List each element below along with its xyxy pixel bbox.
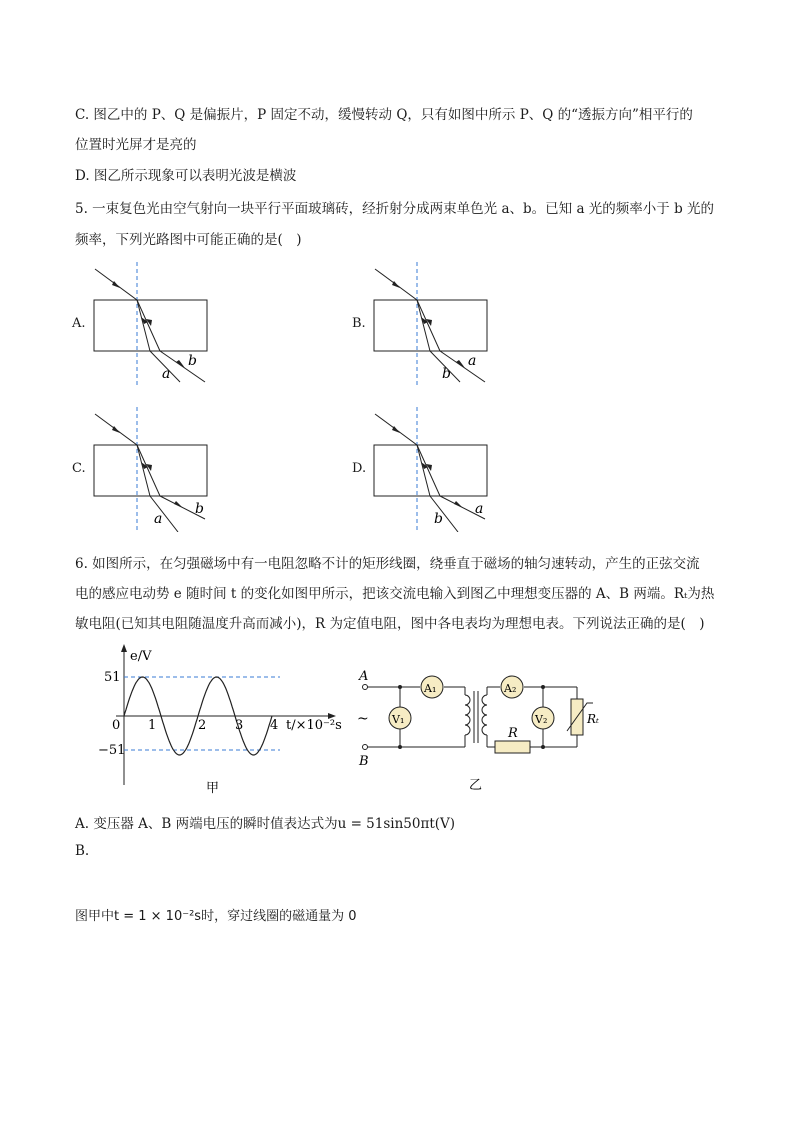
q5-stem-line2: 频率，下列光路图中可能正确的是( ) — [75, 232, 302, 248]
ray-label-upper: b — [195, 501, 204, 517]
voltmeter-v2-label: V₂ — [535, 713, 548, 726]
q5-option-d-diagram — [350, 407, 510, 532]
q6-stem-line2: 电的感应电动势 e 随时间 t 的变化如图甲所示，把该交流电输入到图乙中理想变压器的 A、B 两端。Rₜ为热 — [75, 586, 715, 602]
emf-time-graph-svg — [90, 640, 350, 800]
voltmeter-v1-label: V₁ — [392, 713, 405, 726]
y-tick-label: 51 — [104, 670, 121, 685]
ray-label-lower: b — [434, 511, 443, 527]
option-label: B. — [352, 316, 366, 331]
ray-label-upper: b — [188, 353, 197, 369]
q4-option-c-line1: C. 图乙中的 P、Q 是偏振片，P 固定不动，缓慢转动 Q，只有如图中所示 P、Q 的“透振方向”相平行的 — [75, 107, 693, 123]
q4-option-d: D. 图乙所示现象可以表明光波是横波 — [75, 168, 297, 184]
ray-label-lower: a — [154, 511, 163, 527]
refraction-diagram-d — [350, 407, 510, 532]
fixed-resistor — [495, 741, 530, 753]
terminal-a-node — [363, 685, 368, 690]
resistor-label: R — [508, 726, 518, 741]
terminal-a-label: A — [359, 669, 369, 684]
q6-stem-line1: 6. 如图所示，在匀强磁场中有一电阻忽略不计的矩形线圈，绕垂直于磁场的轴匀速转动，产生的正弦交流 — [75, 556, 700, 572]
q6-option-b: B. — [75, 843, 90, 859]
ray-label-lower: a — [162, 366, 171, 382]
ray-label-upper: a — [475, 501, 484, 517]
circuit-caption: 乙 — [469, 778, 483, 793]
ammeter-a1-label: A₁ — [424, 682, 437, 695]
graph-caption: 甲 — [206, 781, 220, 796]
x-tick-label: 4 — [270, 718, 279, 733]
q6-option-b-text: 图甲中t = 1 × 10⁻²s时，穿过线圈的磁通量为 0 — [75, 909, 357, 924]
q5-option-b-diagram — [350, 262, 510, 387]
x-tick-label: 3 — [235, 718, 244, 733]
ac-source-symbol: ~ — [357, 711, 369, 727]
q5-stem-line1: 5. 一束复色光由空气射向一块平行平面玻璃砖，经折射分成两束单色光 a、b。已知 a 光的频率小于 b 光的 — [75, 201, 715, 217]
x-axis-label: t/×10⁻²s — [286, 718, 342, 733]
ray-label-lower: b — [442, 366, 451, 382]
q5-option-a-diagram — [70, 262, 230, 387]
x-tick-label: 2 — [198, 718, 207, 733]
terminal-b-label: B — [359, 754, 369, 769]
ammeter-a2-label: A₂ — [504, 682, 517, 695]
option-label: D. — [352, 461, 367, 476]
transformer-circuit — [355, 665, 605, 795]
refraction-diagram-c — [70, 407, 230, 532]
option-label: A. — [72, 316, 86, 331]
q6-option-a: A. 变压器 A、B 两端电压的瞬时值表达式为u = 51sin50πt(V) — [75, 816, 456, 832]
thermistor-label: Rₜ — [587, 712, 599, 726]
terminal-b-node — [363, 745, 368, 750]
y-tick-label: −51 — [98, 743, 126, 758]
refraction-diagram-b — [350, 262, 510, 387]
refraction-diagram-a — [70, 262, 230, 387]
transformer-circuit-svg — [355, 665, 605, 795]
y-axis-label: e/V — [130, 649, 152, 664]
primary-coil — [465, 695, 470, 735]
secondary-coil — [482, 695, 487, 735]
origin-label: 0 — [112, 718, 121, 733]
ray-label-upper: a — [468, 353, 477, 369]
q4-option-c-line2: 位置时光屏才是亮的 — [75, 137, 197, 153]
emf-time-graph — [90, 640, 350, 800]
q5-option-c-diagram — [70, 407, 230, 532]
q6-stem-line3: 敏电阻(已知其电阻随温度升高而减小)，R 为定值电阻，图中各电表均为理想电表。下列说法正确的是( ) — [75, 616, 705, 632]
x-tick-label: 1 — [148, 718, 157, 733]
option-label: C. — [72, 461, 86, 476]
